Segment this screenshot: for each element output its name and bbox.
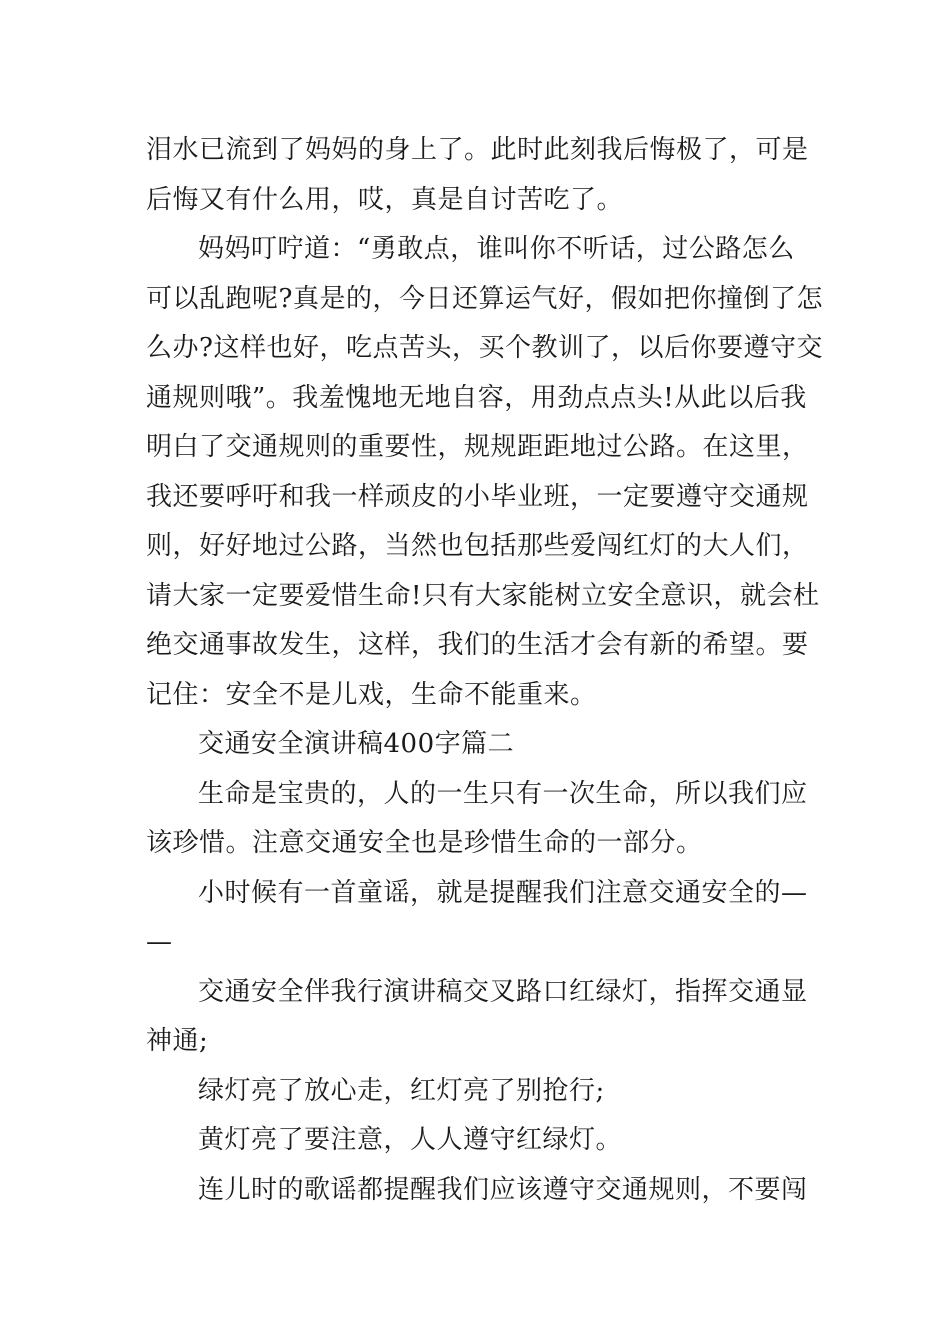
- text-line: 记住：安全不是儿戏，生命不能重来。: [146, 679, 597, 710]
- text-line: 请大家一定要爱惜生命!只有大家能树立安全意识，就会杜: [146, 580, 820, 611]
- text-line: 妈妈叮咛道：“勇敢点，谁叫你不听话，过公路怎么: [198, 234, 795, 264]
- text-line: 可以乱跑呢?真是的，今日还算运气好，假如把你撞倒了怎: [146, 283, 823, 314]
- paragraph-4: [146, 869, 806, 968]
- text-line: 生命是宝贵的，人的一生只有一次生命，所以我们应: [198, 778, 808, 809]
- text-line: 泪水已流到了妈妈的身上了。此时此刻我后悔极了，可是: [146, 135, 809, 165]
- section-heading: [146, 720, 806, 770]
- text-line: 小时候有一首童谣，就是提醒我们注意交通安全的—: [198, 877, 808, 908]
- text-line: 后悔又有什么用，哎，真是自讨苦吃了。: [146, 184, 624, 215]
- paragraph-6: [146, 1067, 806, 1117]
- text-line: 则，好好地过公路，当然也包括那些爱闯红灯的大人们，: [146, 531, 809, 561]
- paragraph-3: [146, 770, 806, 869]
- paragraph-1: [146, 126, 809, 225]
- text-line: 神通;: [146, 1026, 209, 1056]
- document-body: [146, 126, 823, 1215]
- text-line: 该珍惜。注意交通安全也是珍惜生命的一部分。: [146, 828, 703, 858]
- paragraph-5: [146, 968, 806, 1067]
- text-line: 么办?这样也好，吃点苦头，买个教训了，以后你要遵守交: [146, 333, 823, 363]
- paragraph-2: [146, 225, 823, 720]
- text-line: 通规则哦”。我羞愧地无地自容，用劲点点头!从此以后我: [146, 382, 807, 413]
- text-line: 交通安全伴我行演讲稿交叉路口红绿灯，指挥交通显: [198, 976, 808, 1007]
- paragraph-7: [146, 1116, 806, 1166]
- text-line: 绝交通事故发生，这样，我们的生活才会有新的希望。要: [146, 630, 809, 660]
- text-line: 我还要呼吁和我一样顽皮的小毕业班，一定要遵守交通规: [146, 481, 809, 512]
- text-line: 连儿时的歌谣都提醒我们应该遵守交通规则，不要闯: [198, 1174, 808, 1205]
- text-line: —: [146, 927, 173, 957]
- text-line: 明白了交通规则的重要性，规规距距地过公路。在这里，: [146, 432, 809, 462]
- text-line: 绿灯亮了放心走，红灯亮了别抢行;: [198, 1075, 605, 1106]
- heading-text: 交通安全演讲稿400字篇二: [198, 729, 515, 759]
- text-line: 黄灯亮了要注意，人人遵守红绿灯。: [198, 1125, 623, 1155]
- paragraph-8: [146, 1166, 806, 1216]
